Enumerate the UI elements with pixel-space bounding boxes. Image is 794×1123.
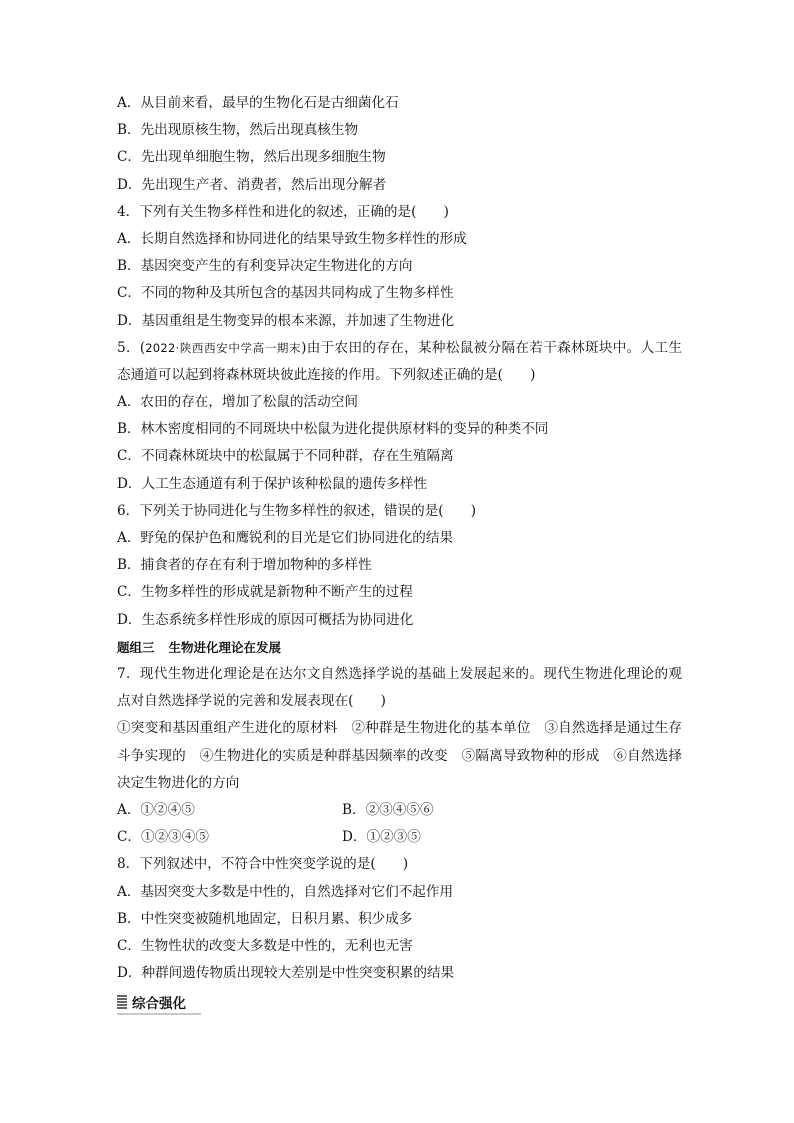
- worksheet-page: [117, 90, 682, 1015]
- q8-option-b: B．中性突变被随机地固定，日积月累、积少成多: [117, 910, 413, 927]
- q8-option-d: D．种群间遗传物质出现较大差别是中性突变积累的结果: [117, 965, 455, 982]
- q5-stem: [117, 335, 682, 389]
- q4-option-c: C．不同的物种及其所包含的基因共同构成了生物多样性: [117, 285, 454, 302]
- q4-option-d: D．基因重组是生物变异的根本来源，并加速了生物进化: [117, 312, 455, 329]
- q5-option-c: C．不同森林斑块中的松鼠属于不同种群，存在生殖隔离: [117, 448, 454, 465]
- q7-stem: 7．现代生物进化理论是在达尔文自然选择学说的基础上发展起来的。现代生物进化理论的观点对自然选择学说的完善和发展表现在( ): [117, 665, 682, 710]
- q7-options-row-1: [117, 797, 682, 824]
- q3-option-b: B．先出现原核生物，然后出现真核生物: [117, 122, 359, 139]
- q3-option-d: D．先出现生产者、消费者，然后出现分解者: [117, 176, 387, 193]
- q6-option-a: A．野兔的保护色和鹰锐利的目光是它们协同进化的结果: [117, 530, 454, 547]
- q7-option-a: A．①②④⑤: [117, 801, 195, 818]
- group3-title: 生物进化理论在发展: [168, 639, 282, 655]
- q5-option-a: A．农田的存在，增加了松鼠的活动空间: [117, 394, 358, 411]
- q4-option-a: A．长期自然选择和协同进化的结果导致生物多样性的形成: [117, 230, 467, 247]
- q5-option-d: D．人工生态通道有利于保护该种松鼠的遗传多样性: [117, 475, 427, 492]
- q8-option-a: A．基因突变大多数是中性的，自然选择对它们不起作用: [117, 883, 454, 900]
- q5-source: 2022·陕西西安中学高一期末: [145, 340, 302, 355]
- q6-option-c: C．生物多样性的形成就是新物种不断产生的过程: [117, 584, 413, 601]
- q5-stem-prefix: 5．(: [117, 339, 146, 356]
- q7-option-c: C．①②③④⑤: [117, 829, 209, 846]
- q7-statements: ①突变和基因重组产生进化的原材料 ②种群是生物进化的基本单位 ③自然选择是通过生存斗争实现的 ④生物进化的实质是种群基因频率的改变 ⑤隔离导致物种的形成 ⑥自然选择决定生物进化的方向: [117, 720, 682, 791]
- q6-option-b: B．捕食者的存在有利于增加物种的多样性: [117, 557, 372, 574]
- section-bar-icon: [117, 995, 127, 1009]
- group3-label: 题组三: [117, 639, 155, 655]
- q7-option-d: D．①②③⑤: [342, 829, 421, 846]
- q6-stem: 6．下列关于协同进化与生物多样性的叙述，错误的是( ): [117, 502, 477, 519]
- q8-stem: 8．下列叙述中，不符合中性突变学说的是( ): [117, 856, 409, 873]
- q4-option-b: B．基因突变产生的有利变异决定生物进化的方向: [117, 258, 413, 275]
- section-title: 综合强化: [132, 996, 186, 1013]
- q6-option-d: D．生态系统多样性形成的原因可概括为协同进化: [117, 611, 414, 628]
- group3-heading: [117, 634, 682, 661]
- q3-option-a: A．从目前来看，最早的生物化石是古细菌化石: [117, 95, 399, 111]
- q8-option-c: C．生物性状的改变大多数是中性的，无利也无害: [117, 937, 413, 954]
- q4-stem: 4．下列有关生物多样性和进化的叙述，正确的是( ): [117, 203, 449, 220]
- q3-option-c: C．先出现单细胞生物，然后出现多细胞生物: [117, 149, 386, 166]
- q5-stem-rest: )由于农田的存在，某种松鼠被分隔在若干森林斑块中。人工生态通道可以起到将森林斑块彼此连接的作用。下列叙述正确的是( ): [117, 339, 683, 383]
- section-heading: [117, 991, 201, 1015]
- q7-options-row-2: [117, 824, 682, 851]
- q5-option-b: B．林木密度相同的不同斑块中松鼠为进化提供原材料的变异的种类不同: [117, 421, 549, 438]
- q7-option-b: B．②③④⑤⑥: [342, 801, 434, 818]
